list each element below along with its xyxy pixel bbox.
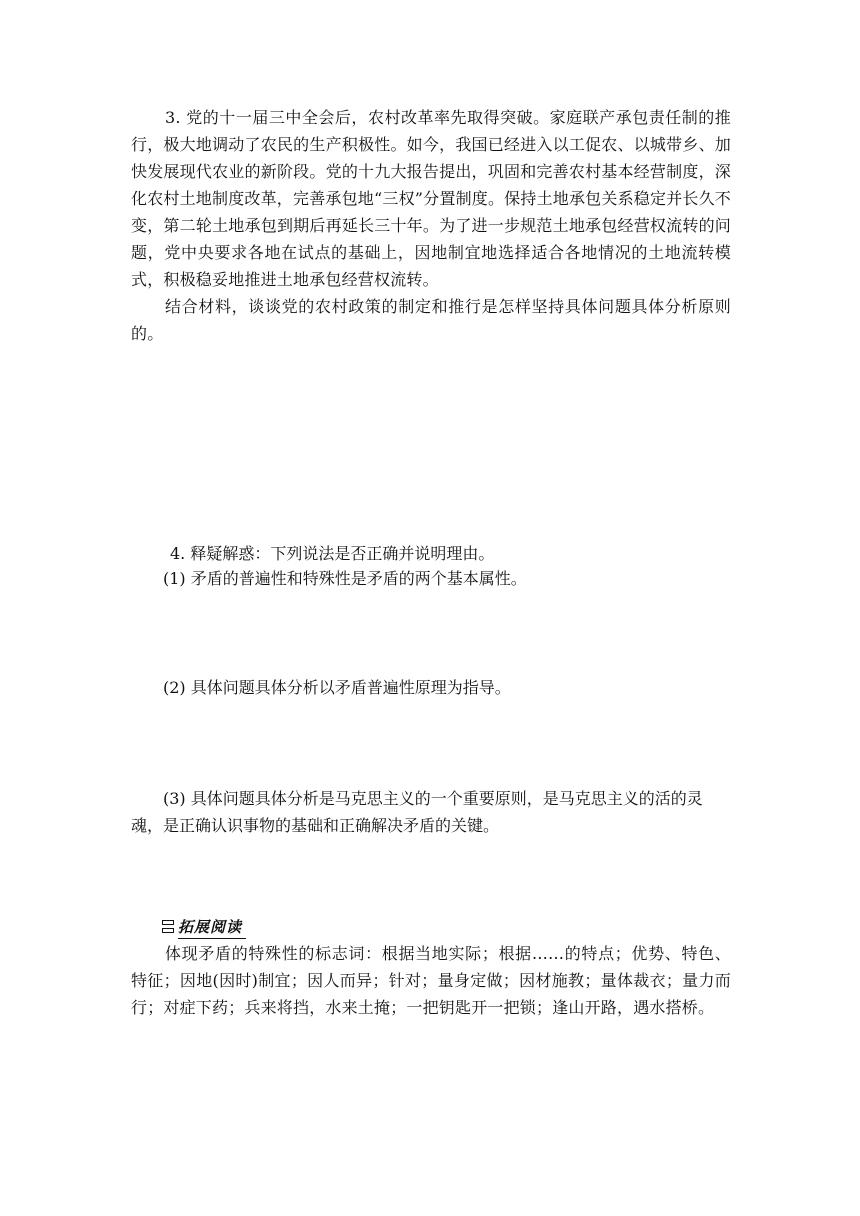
extended-reading-body: 体现矛盾的特殊性的标志词：根据当地实际；根据……的特点；优势、特色、特征；因地(因时)制宜；因人而异；针对；量身定做；因材施教；量体裁衣；量力而行；对症下药；兵来将挡，水来土掩；一把钥匙开一把锁；逢山开路，遇水搭桥。 bbox=[131, 944, 731, 1017]
book-icon bbox=[162, 920, 174, 934]
question-4-item-1: (1) 矛盾的普遍性和特殊性是矛盾的两个基本属性。 bbox=[163, 569, 527, 588]
question-4-item-3: (3) 具体问题具体分析是马克思主义的一个重要原则，是马克思主义的活的灵魂，是正确认识事物的基础和正确解决矛盾的关键。 bbox=[131, 789, 703, 835]
extended-reading-heading bbox=[162, 916, 246, 938]
extended-reading-title: 拓展阅读 bbox=[178, 916, 246, 939]
question-4-item-2: (2) 具体问题具体分析以矛盾普遍性原理为指导。 bbox=[163, 678, 511, 697]
question-3-prompt: 结合材料，谈谈党的农村政策的制定和推行是怎样坚持具体问题具体分析原则的。 bbox=[131, 297, 731, 343]
question-3-material: 3. 党的十一届三中全会后，农村改革率先取得突破。家庭联产承包责任制的推行，极大地调动了农民的生产积极性。如今，我国已经进入以工促农、以城带乡、加快发展现代农业的新阶段。党的十九大报告提出，巩固和完善农村基本经营制度，深化农村土地制度改革，完善承包地“三权”分置制度。保持土地承包关系稳定并长久不变，第二轮土地承包到期后再延长三十年。为了进一步规范土地承包经营权流转的问题，党中央要求各地在试点的基础上，因地制宜地选择适合各地情况的土地流转模式，积极稳妥地推进土地承包经营权流转。 bbox=[131, 108, 731, 289]
question-4-heading: 4. 释疑解惑：下列说法是否正确并说明理由。 bbox=[170, 544, 495, 563]
